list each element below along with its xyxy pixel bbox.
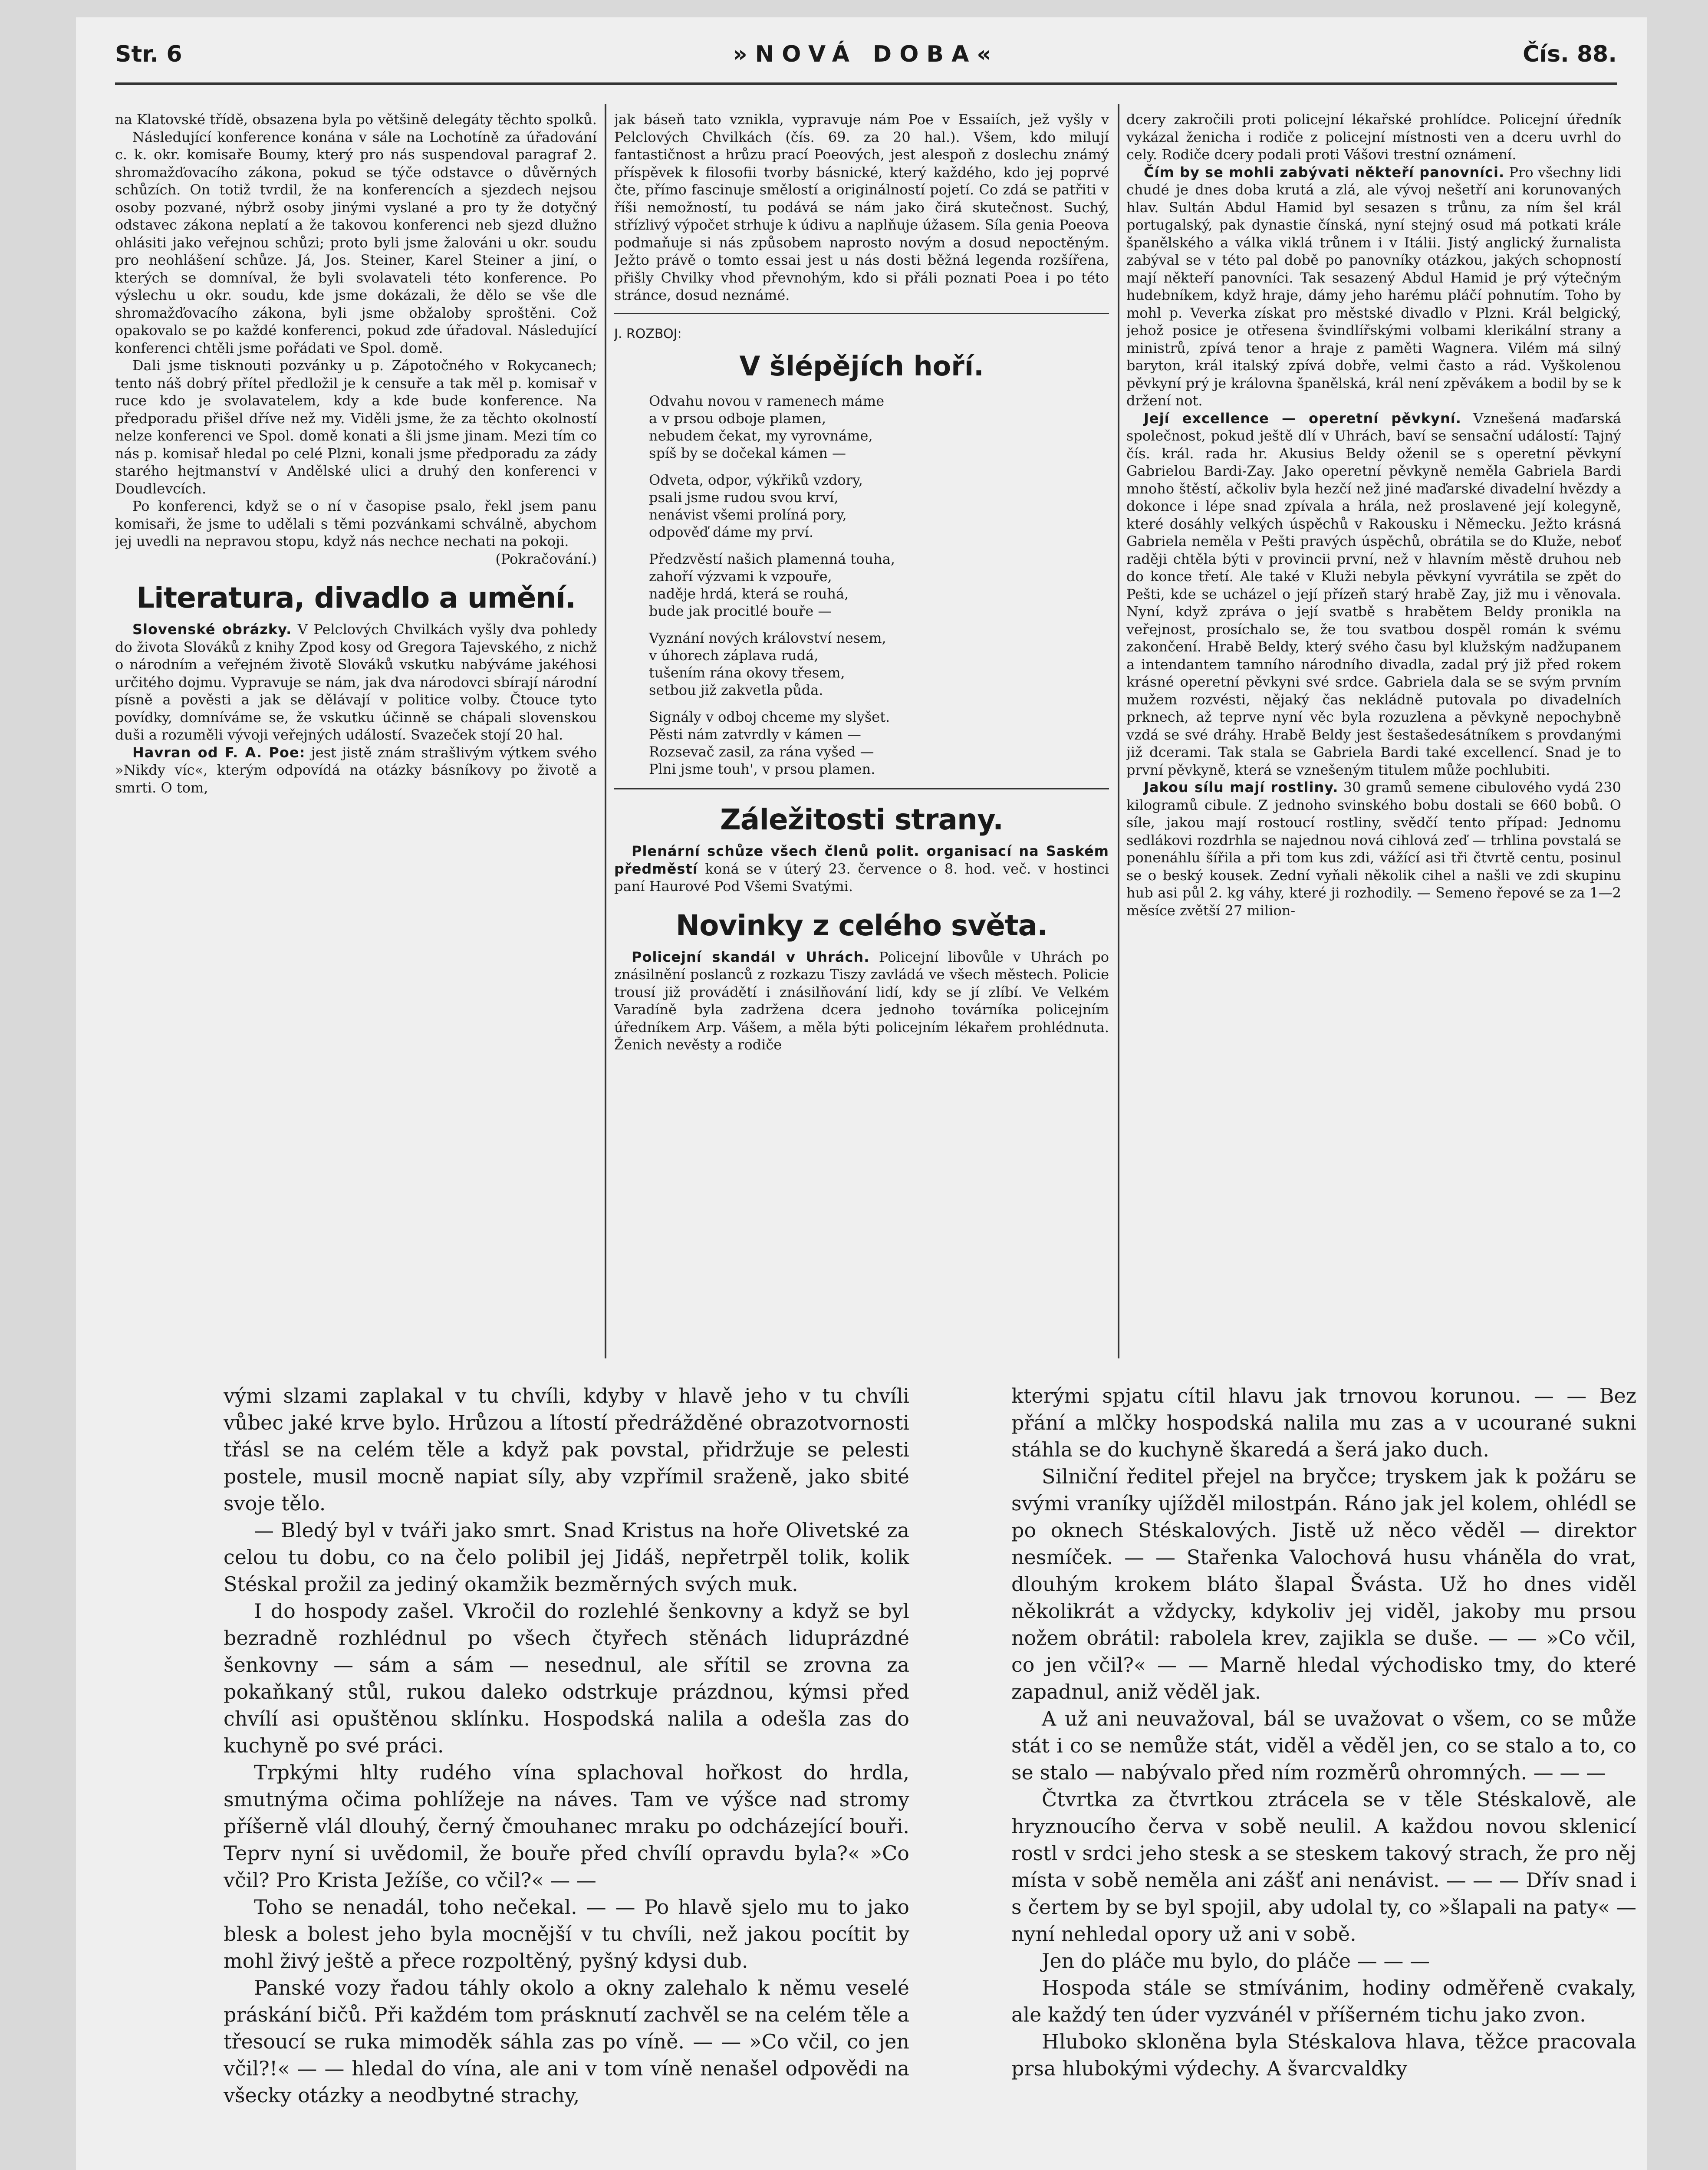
poem-stanza — [649, 629, 1109, 699]
paragraph: Panské vozy řadou táhly okolo a okny zalehalo k němu veselé práskání bičů. Při každém tom prásknutí zachvěl se na celém těle a třesoucí se ruka mimoděk sáhla zas po víně. — — »Co včil, co jen včil?!« — — hledal do vína, ale ani v tom víně nenašel odpovědi na všecky otázky a neodbytné strachy, — [224, 1976, 909, 2107]
article-heading: Její excellence — operetní pěvkyní. — [1144, 410, 1461, 427]
article-text: jest jistě znám strašlivým výtkem svého »Nikdy víc«, kterým odpovídá na otázky básníkovy po životě a smrti. O tom, — [115, 744, 597, 796]
article-heading: Policejní skandál v Uhrách. — [632, 948, 870, 965]
poem-line: v úhorech záplava rudá, — [649, 647, 819, 664]
article-paragraph — [1126, 779, 1621, 919]
column-2 — [614, 111, 1109, 1395]
section-title-party: Záležitosti strany. — [720, 803, 1004, 836]
poem-author: J. ROZBOJ: — [614, 326, 682, 342]
poem-line: nenávist všemi prolíná pory, — [649, 506, 847, 523]
poem-line: nebudem čekat, my vyrovnáme, — [649, 427, 873, 444]
poem-stanza — [649, 471, 1109, 541]
feuilleton-left — [224, 1382, 909, 2170]
paragraph: A už ani neuvažoval, bál se uvažovat o všem, co se může stát i co se nemůže stát, viděl a věděl jen, co se stalo a to, co se stalo — nabývalo před ním rozměrů ohromných. — — — — [1011, 1707, 1636, 1784]
column-divider-1 — [605, 104, 606, 1358]
article-paragraph — [1126, 164, 1621, 410]
column-divider-2 — [1118, 104, 1119, 1358]
masthead: »NOVÁ DOBA« — [733, 41, 999, 67]
poem-stanza — [649, 708, 1109, 778]
feuilleton-right — [1011, 1382, 1636, 2170]
paragraph: Čtvrtka za čtvrtkou ztrácela se v těle Stéskalově, ale hryznoucího červa v sobě neulil. A každou novou sklenicí rostl v srdci jeho stesk a se steskem takový strach, že pro něj místa v sobě neměla ani zášť ani nenávist. — — — Dřív snad i s čertem by se byl spojil, aby udolal ty, co »šlapali na paty« — nyní nehledal opory už ani v sobě. — [1011, 1788, 1636, 1946]
paragraph: na Klatovské třídě, obsazena byla po většině delegáty těchto spolků. — [115, 111, 597, 128]
article-heading: Havran od F. A. Poe: — [132, 744, 306, 761]
page-number: Str. 6 — [115, 41, 182, 67]
continued-note: (Pokračování.) — [495, 550, 597, 567]
header-rule — [115, 82, 1617, 85]
paragraph: Dali jsme tisknouti pozvánky u p. Zápotočného v Rokycanech; tento náš dobrý přítel předložil je k censuře a tak měl p. komisař v ruce kdo je svolavatelem, kdy a kde bude konference. Na předporadu přišel dříve než my. Viděli jsme, že za těchto okolností nelze konferenci ve Spol. domě konati a šli jsme jinam. Mezi tím co nás p. komisař hledal po celé Plzni, konali jsme předporadu za zády starého hejtmanství v Andělské ulici a druhý den konferenci v Doudlevcích. — [115, 357, 597, 497]
poem-line: Signály v odboj chceme my slyšet. — [649, 709, 890, 725]
newspaper-page — [76, 17, 1647, 2170]
poem-stanza — [649, 550, 1109, 620]
paragraph: Po konferenci, když se o ní v časopise psalo, řekl jsem panu komisaři, že jsme to udělali s těmi pozvánkami schválně, abychom jej uvedli na nepravou stopu, když nás nechce nechati na pokoji. — [115, 498, 597, 549]
article-paragraph — [115, 744, 597, 797]
paragraph: Následující konference konána v sále na Lochotíně za úřadování c. k. okr. komisaře Boumy, který pro nás suspendoval paragraf 2. shromažďovacího zákona, pokud se týče odstavce o důvěrných schůzích. On totiž tvrdil, že na konferencích a sjezdech nejsou osoby pozvané, nýbrž osoby jinými vyslané a pro ty že dotyčný odstavec zákona neplatí a že takovou konferenci neb sjezd dlužno ohlásiti jako veřejnou schůzi; proto byli jsme žalováni u okr. soudu pro neohlášení schůze. Já, Jos. Steiner, Karel Steiner a jiní, o kterých se domníval, že byli svolavateli této konference. Po výslechu u okr. soudu, kde jsme dokázali, že dělo se vše dle shromažďovacího zákona, byli jsme obžaloby sproštěni. Což opakovalo se po každé konferenci, pokud zde úřadoval. Následující konferenci chtěli jsme pořádati ve Spol. domě. — [115, 128, 597, 356]
poem-line: zahoří výzvami k vzpouře, — [649, 568, 832, 585]
article-text: Vznešená maďarská společnost, pokud ještě dlí v Uhrách, baví se sensační událostí: Tajný čís. král. rada hr. Akusius Beldy oženil se s operetní pěvkyní Gabrielou Bardi-Zay. Jako operetní pěvkyně neměla Gabriela Bardi mnoho štěstí, ačkoliv byla hezčí než jiné maďarské divadelní hvězdy a dokonce i lépe snad zpívala a hrála, než proslavené její kolegyně, které dosáhly velkých úspěchů v Rakousku i Německu. Ježto krásná Gabriela neměla v Pešti pravých úspěchů, obrátila se do Kluže, neboť raději chtěla býti v provincii první, než v hlavním městě druhou neb do konce třetí. Ale také v Kluži nebyla pěvkyní vyvrátila se zpět do Pešti, kde se ucházel o její přízeň starý hrabě Zay, již mu i věnovala. Nyní, když zpráva o její svatbě s hrabětem Beldy pronikla na veřejnost, prosíchalo se, že tou svatbou dospěl román k svému zakončení. Hrabě Beldy, který svého času byl klužským nadžupanem a intendantem tamního národního divadla, zadal prý již před rokem krásné operetní pěvkyni své srdce. Gabriela dala se se svým prvním mužem rozvésti, nějaký čas nekládně putovala po divadelních prknech, až teprve nyní věc byla rozuzlena a pěvkyně nepochybně vzdá se své dráhy. Hrabě Beldy jest šestašedesátníkem s provdanými již dcerami. Tak stala se Gabriela Bardi také excellencí. Snad je to první pěvkyně, která se vznešeným titulem může pochlubiti. — [1126, 410, 1621, 778]
article-heading: Čím by se mohli zabývati někteří panovníci. — [1144, 164, 1505, 181]
paragraph: — Bledý byl v tváři jako smrt. Snad Kristus na hoře Olivetské za celou tu dobu, co na čelo polibil jej Jidáš, nepřetrpěl tolik, kolik Stéskal prožil za jediný okamžik bezměrných svých muk. — [224, 1519, 909, 1596]
paragraph: Toho se nenadál, toho nečekal. — — Po hlavě sjelo mu to jako blesk a bolest jeho byla mocnější v tu chvíli, než jakou pocítit by mohl živý ještě a přece rozpoltěný, pyšný kdysi dub. — [224, 1895, 909, 1973]
poem-line: psali jsme rudou svou krví, — [649, 489, 839, 506]
paragraph: vými slzami zaplakal v tu chvíli, kdyby v hlavě jeho v tu chvíli vůbec jaké krve bylo. Hrůzou a lítostí předrážděné obrazotvornosti třásl se na celém těle a když pak povstal, přidržuje se pelesti postele, musil mocně napiat síly, aby vzpřímil sraženě, jako sbité svoje tělo. — [224, 1384, 909, 1515]
paragraph: Hospoda stále se stmívánim, hodiny odměřeně cvakaly, ale každý ten úder vyzvánél v příšerném tichu jako zvon. — [1011, 1976, 1636, 2026]
page-header — [115, 41, 1617, 76]
article-paragraph — [115, 621, 597, 744]
poem-line: odpověď dáme my prví. — [649, 524, 814, 540]
poem-line: Plni jsme touh', v prsou plamen. — [649, 761, 875, 777]
poem-line: tušením rána okovy třesem, — [649, 664, 845, 681]
article-heading: Plenární schůze všech členů polit. organisací na Saském předměstí — [614, 843, 1109, 877]
issue-number: Čís. 88. — [1523, 41, 1617, 67]
article-paragraph — [614, 842, 1109, 895]
poem-stanza — [649, 392, 1109, 462]
poem-line: Rozsevač zasil, za rána vyšed — — [649, 743, 874, 760]
article-heading: Slovenské obrázky. — [132, 621, 292, 638]
paragraph: I do hospody zašel. Vkročil do rozlehlé šenkovny a když se byl bezradně rozhlédnul po všech čtyřech stěnách liduprázdné šenkovny — sám a sám — nesednul, ale sřítil se zrovna za pokaňkaný stůl, rukou daleko odstrkuje prázdnou, kýmsi před chvílí asi opuštěnou sklínku. Hospodská nalila a odešla zas do kuchyně po své práci. — [224, 1599, 909, 1757]
divider — [614, 788, 1109, 789]
paragraph: Silniční ředitel přejel na bryčce; tryskem jak k požáru se svými vraníky ujížděl milostpán. Ráno jak jel kolem, ohlédl se po oknech Stéskalových. Jistě už něco věděl — direktor nesmíček. — — Stařenka Valochová husu vháněla do vrat, dlouhým krokem bláto šlapal Švásta. Už ho dnes viděl několikrát a vždycky, kdykoliv jej viděl, jakoby mu prsou nožem obrátil: rabolela krev, zajikla se duše. — — »Co včil, co jen včil?« — — Marně hledal východisko tmy, do které zapadnul, aniž věděl jak. — [1011, 1465, 1636, 1703]
column-1 — [115, 111, 597, 1395]
paragraph: kterými spjatu cítil hlavu jak trnovou korunou. — — Bez přání a mlčky hospodská nalila mu zas a v ucourané sukni stáhla se do kuchyně škaredá a šerá jako duch. — [1011, 1384, 1636, 1461]
paragraph: jak báseň tato vznikla, vypravuje nám Poe v Essaiích, jež vyšly v Pelclových Chvilkách (čís. 69. za 20 hal.). Všem, kdo milují fantastičnost a hrůzu prací Poeových, jest alespoň z doslechu známý příspěvek k filosofii tvorby básnické, který každého, kdo jej poprvé čte, přímo fascinuje smělostí a originálností pojetí. Co zdá se patřiti v říši nemožností, tu podává se nám jako čirá skutečnost. Suchý, střízlivý výpočet strhuje k údivu a naplňuje úžasem. Síla genia Poeova podmaňuje si nás způsobem naprosto novým a dosud nepoctěným. Ježto právě o tomto essai jest u nás dosti běžná legenda rozšířena, přišly Chvilky vhod převnohým, kdo si přáli poznati Poea i po této stránce, dosud neznámé. — [614, 111, 1109, 303]
article-paragraph — [614, 948, 1109, 1054]
column-3 — [1126, 111, 1621, 1395]
poem-line: Odveta, odpor, výkřiků vzdory, — [649, 472, 863, 488]
poem-line: Odvahu novou v ramenech máme — [649, 393, 885, 409]
poem-line: Vyznání nových království nesem, — [649, 630, 886, 646]
article-paragraph — [1126, 410, 1621, 779]
article-text: koná se v úterý 23. července o 8. hod. več. v hostinci paní Haurové Pod Všemi Svatými. — [614, 860, 1109, 894]
poem-line: bude jak procitlé bouře — — [649, 603, 832, 619]
section-title-literature: Literatura, divadlo a umění. — [136, 581, 576, 615]
paragraph: Jen do pláče mu bylo, do pláče — — — — [1042, 1949, 1430, 1973]
article-heading: Jakou sílu mají rostliny. — [1144, 779, 1339, 796]
poem-line: spíš by se dočekal kámen — — [649, 445, 846, 461]
article-text: V Pelclových Chvilkách vyšly dva pohledy do života Slováků z knihy Zpod kosy od Gregora Tajevského, z nichž o národním a veřejném životě Slováků vskutku nabýváme jakéhosi určitého dojmu. Vypravuje se nám, jak dva národovci sbírají národní písně a pověsti a jak se dělávají v politice volby. Čtouce tyto povídky, domníváme se, že vskutku účinně se chápali slovenskou duši a rozuměli vývoji veřejných událostí. Svazeček stojí 20 hal. — [115, 621, 597, 743]
article-text: Pro všechny lidi chudé je dnes doba krutá a zlá, ale vývoj nešetří ani korunovaných hlav. Sultán Abdul Hamid byl sesazen s trůnu, za ním šel král portugalský, pak dynastie čínská, nyní stejný osud má potkati krále španělského a válka viklá trůnem i v Itálii. Jistý anglický žurnalista zabýval se v této pal době po panovníky otázkou, jakých schopností mají někteří panovníci. Tak sesazený Abdul Hamid je prý výtečným hudebníkem, když hraje, dámy jeho harému pláčí pohnutím. Toho by mohl p. Veverka získat pro městské divadlo v Plzni. Král belgický, jehož posice je otřesena švindlířskými volbami klerikální strany a ministrů, zpívá tenor a hraje z paměti Wagnera. Vilém má silný baryton, král italský zpívá dobře, velmi často a rád. Vyškolenou pěvkyní prý je královna španělská, král není zpěvákem a bodil by se k držení not. — [1126, 164, 1621, 409]
paragraph: Trpkými hlty rudého vína splachoval hořkost do hrdla, smutnýma očima pohlížeje na náves. Tam ve výšce nad stromy příšerně vlál dlouhý, černý čmouhanec mraku po odcházející bouři. Teprv nyní si uvědomil, že bouře před chvílí opravdu byla?« »Co včil? Pro Krista Ježíše, co včil?« — — — [224, 1761, 909, 1892]
poem-line: naděje hrdá, která se rouhá, — [649, 585, 849, 602]
poem-line: setbou již zakvetla půda. — [649, 682, 823, 698]
poem-line: Předzvěstí našich plamenná touha, — [649, 551, 895, 567]
article-text: Policejní libovůle v Uhrách po znásilnění poslanců z rozkazu Tiszy zavládá ve všech městech. Policie trousí již provádětí i znásilňování lidí, kdy se jí zlíbí. Ve Velkém Varadíně byla zadržena dcera jednoho továrníka policejním úředníkem Arp. Vášem, a měla býti policejním lékařem prohlédnuta. Ženich nevěsty a rodiče — [614, 948, 1109, 1053]
article-text: 30 gramů semene cibulového vydá 230 kilogramů cibule. Z jednoho svinského bobu dostali se 660 bobů. O síle, jakou mají rostoucí rostliny, svědčí tento případ: Jednomu sedlákovi rozdrhla se najednou nová cihlová zeď — trhlina povstalá se ponenáhlu šířila a při tom kus zdi, vážící asi tři čtvrtě centu, posinul se o beský kousek. Zední vyňali několik cihel a našli ve zdi skupinu hub asi půl 2. kg váhy, které ji rozhodily. — Semeno řepové se za 1—2 měsíce zvětší 27 milion- — [1126, 779, 1621, 919]
paragraph: dcery zakročili proti policejní lékařské prohlídce. Policejní úředník vykázal ženicha i rodiče z policejní místnosti ven a dceru uvrhl do cely. Rodiče dcery podali proti Vášovi trestní oznámení. — [1126, 111, 1621, 163]
poem-title: V šlépějích hoří. — [739, 350, 984, 382]
divider — [614, 313, 1109, 314]
paragraph: Hluboko skloněna byla Stéskalova hlava, těžce pracovala prsa hlubokými výdechy. A švarcvaldky — [1011, 2030, 1636, 2080]
poem-line: Pěsti nám zatvrdly v kámen — — [649, 726, 861, 743]
poem-line: a v prsou odboje plamen, — [649, 410, 826, 427]
section-title-news: Novinky z celého světa. — [675, 908, 1048, 942]
